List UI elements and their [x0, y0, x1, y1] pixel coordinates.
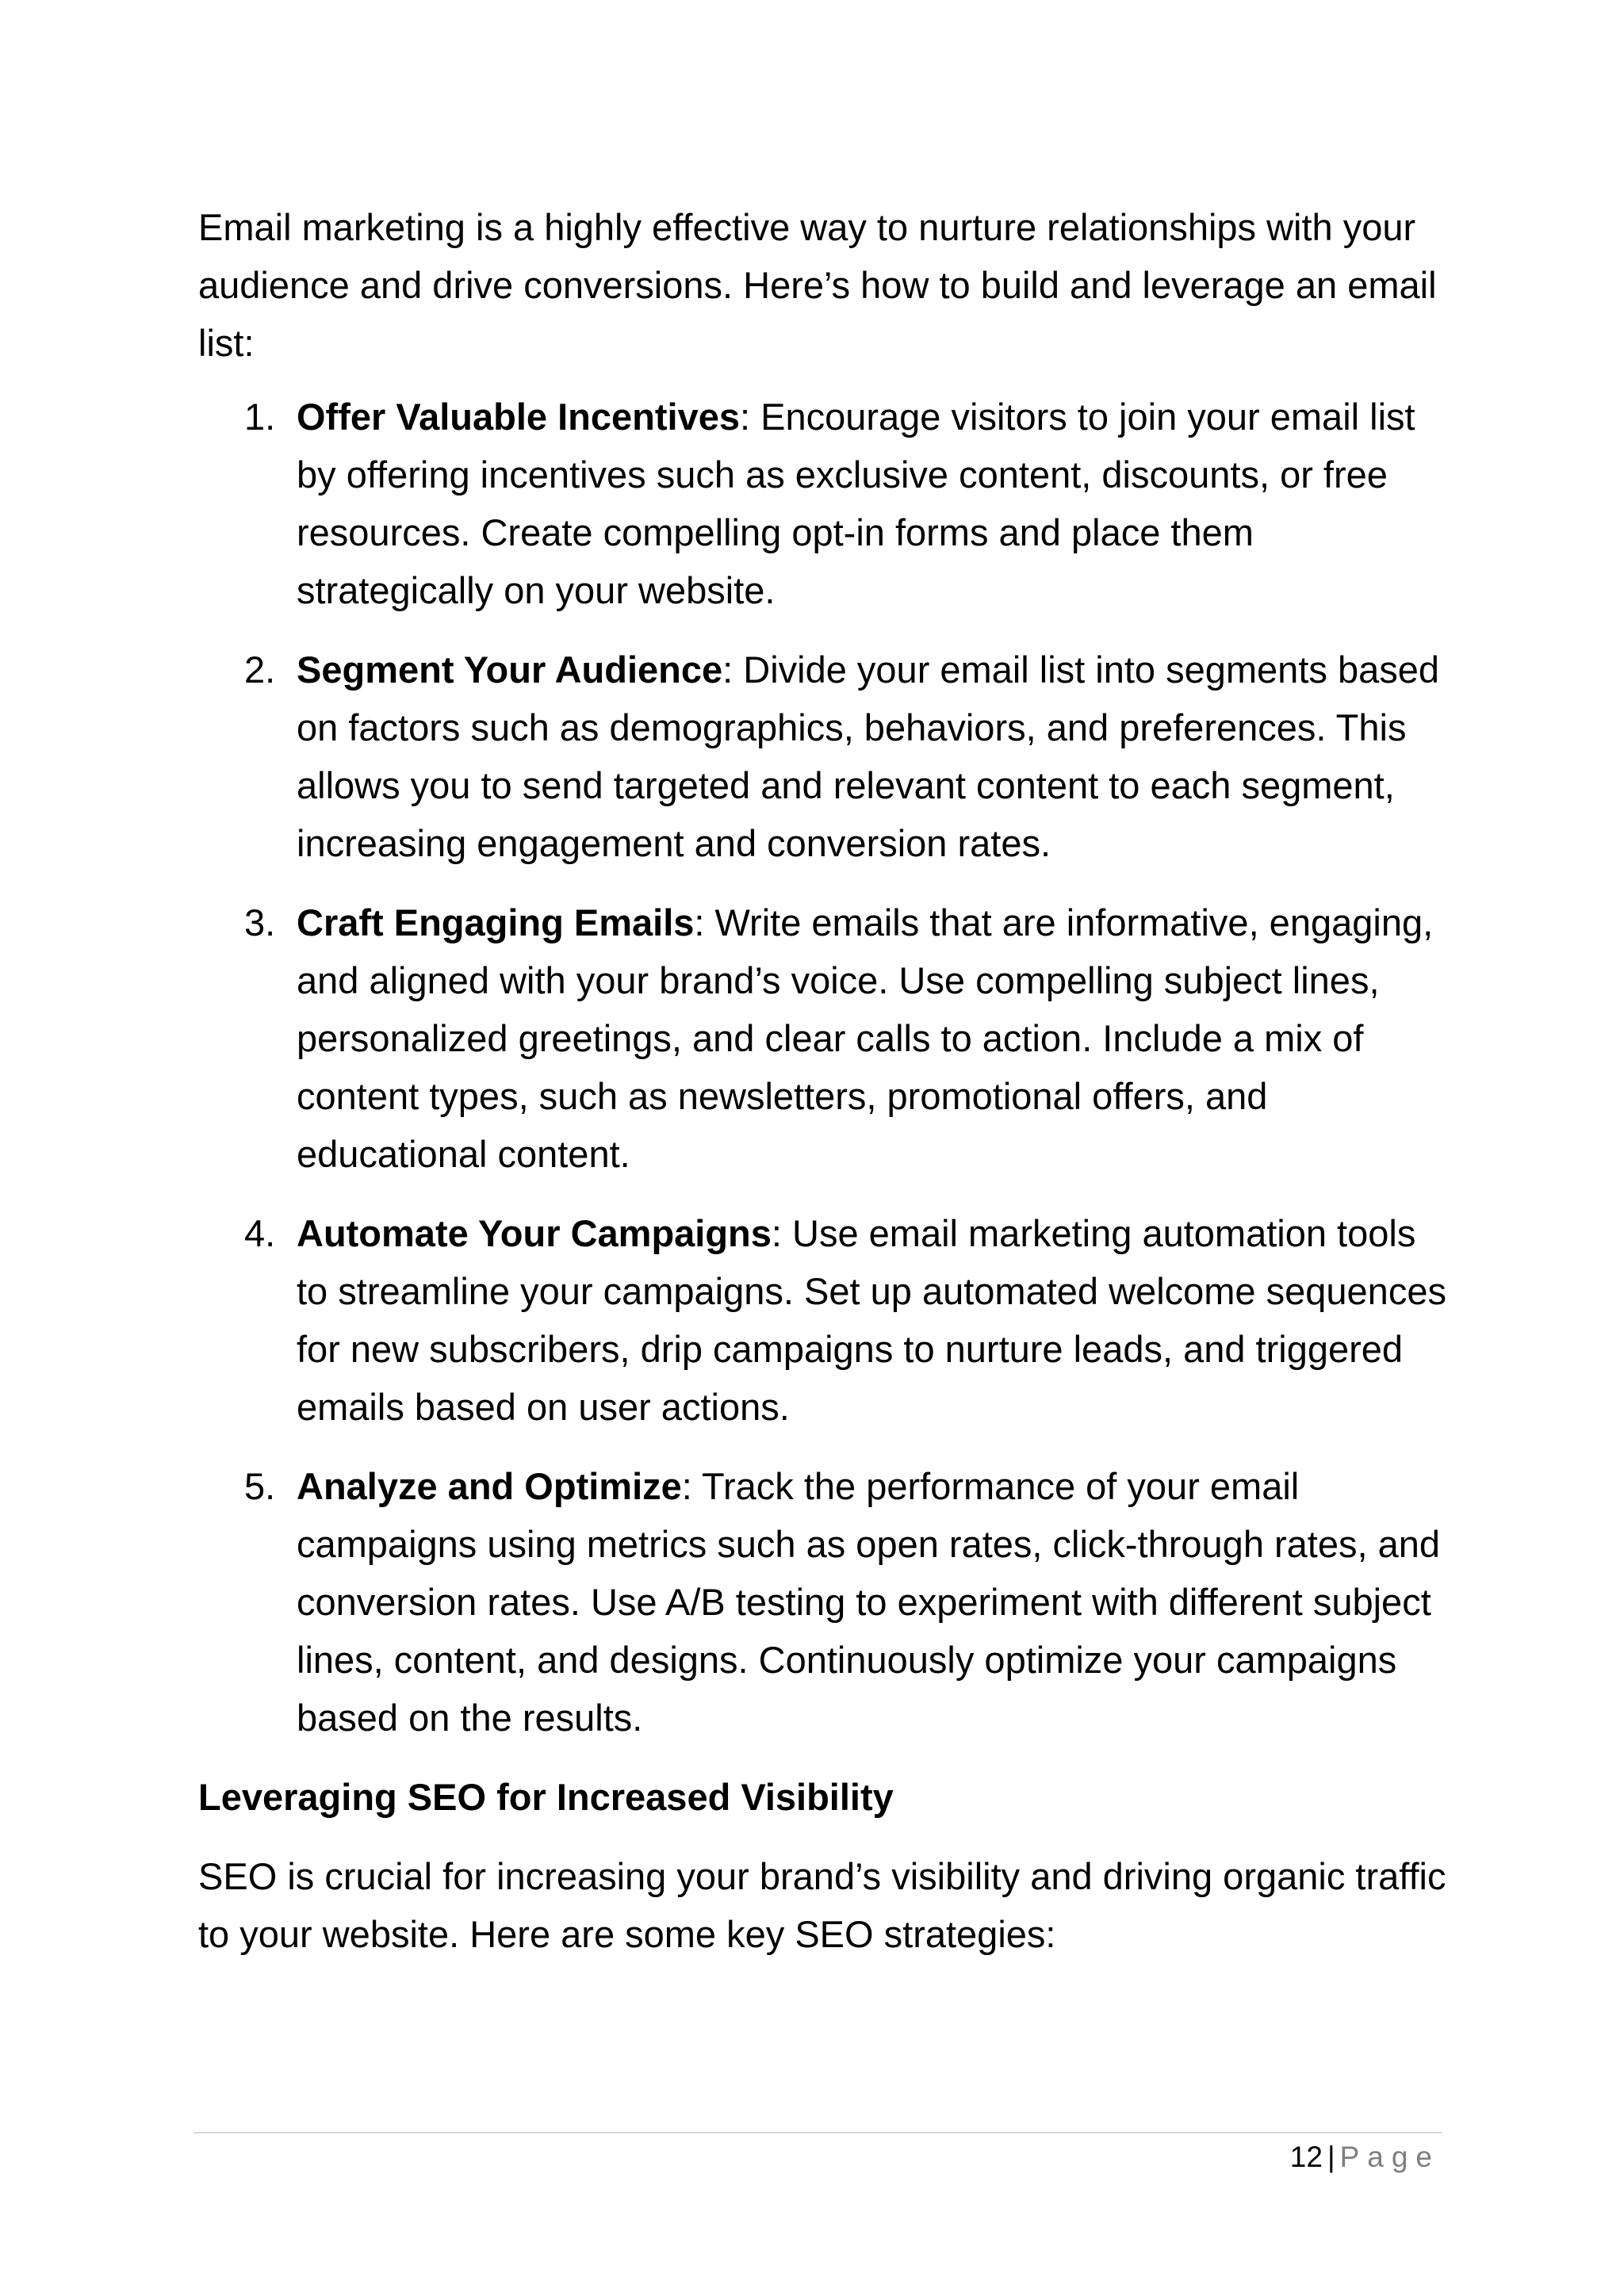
list-item-text: : Encourage visitors to join your email list by offering incentives such as exclusive content, discounts, or free resources. Create compelling opt-in forms and place them strategically on your website. — [297, 396, 1415, 611]
page-number: 12 — [1289, 2141, 1323, 2173]
page-label: Page — [1339, 2141, 1440, 2173]
section-intro-paragraph: SEO is crucial for increasing your brand’s visibility and driving organic traffic to your website. Here are some key SEO strategies: — [198, 1855, 1446, 1955]
list-item — [198, 1457, 1447, 1747]
footer-divider — [193, 2132, 1442, 2133]
list-item-number: 1. — [244, 396, 276, 438]
list-item — [198, 388, 1447, 619]
list-item-title: Analyze and Optimize — [297, 1465, 682, 1507]
list-item-title: Segment Your Audience — [297, 649, 723, 691]
section-heading: Leveraging SEO for Increased Visibility — [198, 1776, 894, 1818]
list-item-title: Craft Engaging Emails — [297, 901, 695, 943]
list-item-title: Automate Your Campaigns — [297, 1212, 772, 1254]
list-item-text: : Divide your email list into segments based on factors such as demographics, behaviors, and preferences. This allows you to send targeted and relevant content to each segment, increasing engagement and conversion rates. — [297, 649, 1439, 864]
list-item — [198, 894, 1447, 1183]
list-item-text: : Track the performance of your email campaigns using metrics such as open rates, click-through rates, and conversion rates. Use A/B testing to experiment with different subject lines, content, and designs. Continuously optimize your campaigns based on the results. — [297, 1465, 1441, 1739]
intro-paragraph: Email marketing is a highly effective way to nurture relationships with your audience and drive conversions. Here’s how to build and leverage an email list: — [198, 206, 1437, 364]
page-footer — [1290, 2137, 1440, 2177]
list-item-text: : Use email marketing automation tools to streamline your campaigns. Set up automated welcome sequences for new subscribers, drip campaigns to nurture leads, and triggered emails based on user actions. — [297, 1212, 1446, 1428]
list-item-number: 4. — [244, 1212, 276, 1254]
list-item — [198, 1204, 1447, 1436]
page-body — [198, 198, 1447, 1963]
list-item — [198, 641, 1447, 872]
list-item-number: 5. — [244, 1465, 276, 1507]
list-item-number: 3. — [244, 901, 276, 943]
list-item-number: 2. — [244, 649, 276, 691]
email-list-steps — [198, 388, 1447, 1747]
list-item-title: Offer Valuable Incentives — [297, 396, 740, 438]
list-item-text: : Write emails that are informative, engaging, and aligned with your brand’s voice. Use compelling subject lines, personalized greetings, and clear calls to action. Include a mix of content types, such as newsletters, promotional offers, and educational content. — [297, 901, 1434, 1175]
footer-separator: | — [1327, 2141, 1335, 2173]
